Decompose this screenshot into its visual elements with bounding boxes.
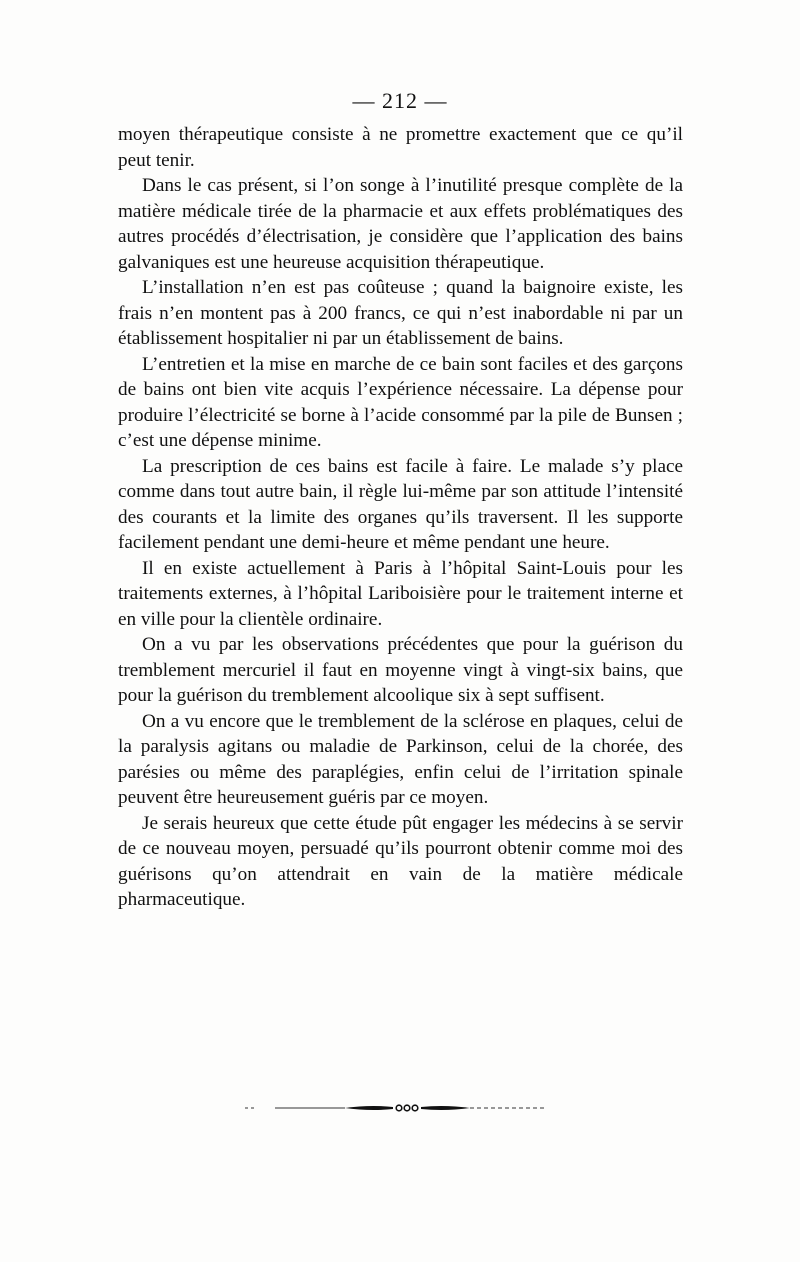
paragraph-8: On a vu encore que le tremblement de la sclérose en plaques, celui de la paralysis agitans ou maladie de Parkinson, celui de la chorée, des parésies ou même des paraplégies, enfin celui de l’irritation spinale peuvent être heureusement guéris par ce moyen. [118, 710, 683, 808]
paragraph-9: Je serais heureux que cette étude pût engager les médecins à se servir de ce nouveau moyen, persuadé qu’ils pourront obtenir comme moi des guérisons qu’on attendrait en vain de la matière médicale pharmaceutique. [118, 812, 683, 910]
paragraph-7: On a vu par les observations précédentes que pour la guérison du tremblement mercuriel il faut en moyenne vingt à vingt-six bains, que pour la guérison du tremblement alcoolique six à sept suffisent. [118, 634, 683, 706]
paragraph-5: La prescription de ces bains est facile à faire. Le malade s’y place comme dans tout autre bain, il règle lui-même par son attitude l’intensité des courants et la limite des organes qu’ils traversent. Il les supporte facilement pendant une demi-heure et même pendant une heure. [118, 455, 683, 553]
paragraph-4: L’entretien et la mise en marche de ce bain sont faciles et des garçons de bains ont bien vite acquis l’expérience nécessaire. La dépense pour produire l’électricité se borne à l’acide consommé par la pile de Bunsen ; c’est une dépense minime. [118, 353, 683, 451]
body-text [118, 122, 683, 913]
paragraph-2: Dans le cas présent, si l’on songe à l’inutilité presque complète de la matière médicale tirée de la pharmacie et aux effets problématiques des autres procédés d’électrisation, je considère que l’application des bains galvaniques est une heureuse acquisition thérapeutique. [118, 175, 683, 273]
page-number: — 212 — [352, 88, 448, 113]
paragraph-6: Il en existe actuellement à Paris à l’hôpital Saint-Louis pour les traitements externes, à l’hôpital Lariboisière pour le traitement interne et en ville pour la clientèle ordinaire. [118, 557, 683, 630]
ornamental-rule-icon [245, 1104, 545, 1112]
paragraph-3: L’installation n’en est pas coûteuse ; quand la baignoire existe, les frais n’en montent pas à 200 francs, ce qui n’est inabordable ni par un établissement hospitalier ni par un établissement de bains. [118, 277, 683, 349]
paragraph-1: moyen thérapeutique consiste à ne promettre exactement que ce qu’il peut tenir. [118, 124, 683, 171]
